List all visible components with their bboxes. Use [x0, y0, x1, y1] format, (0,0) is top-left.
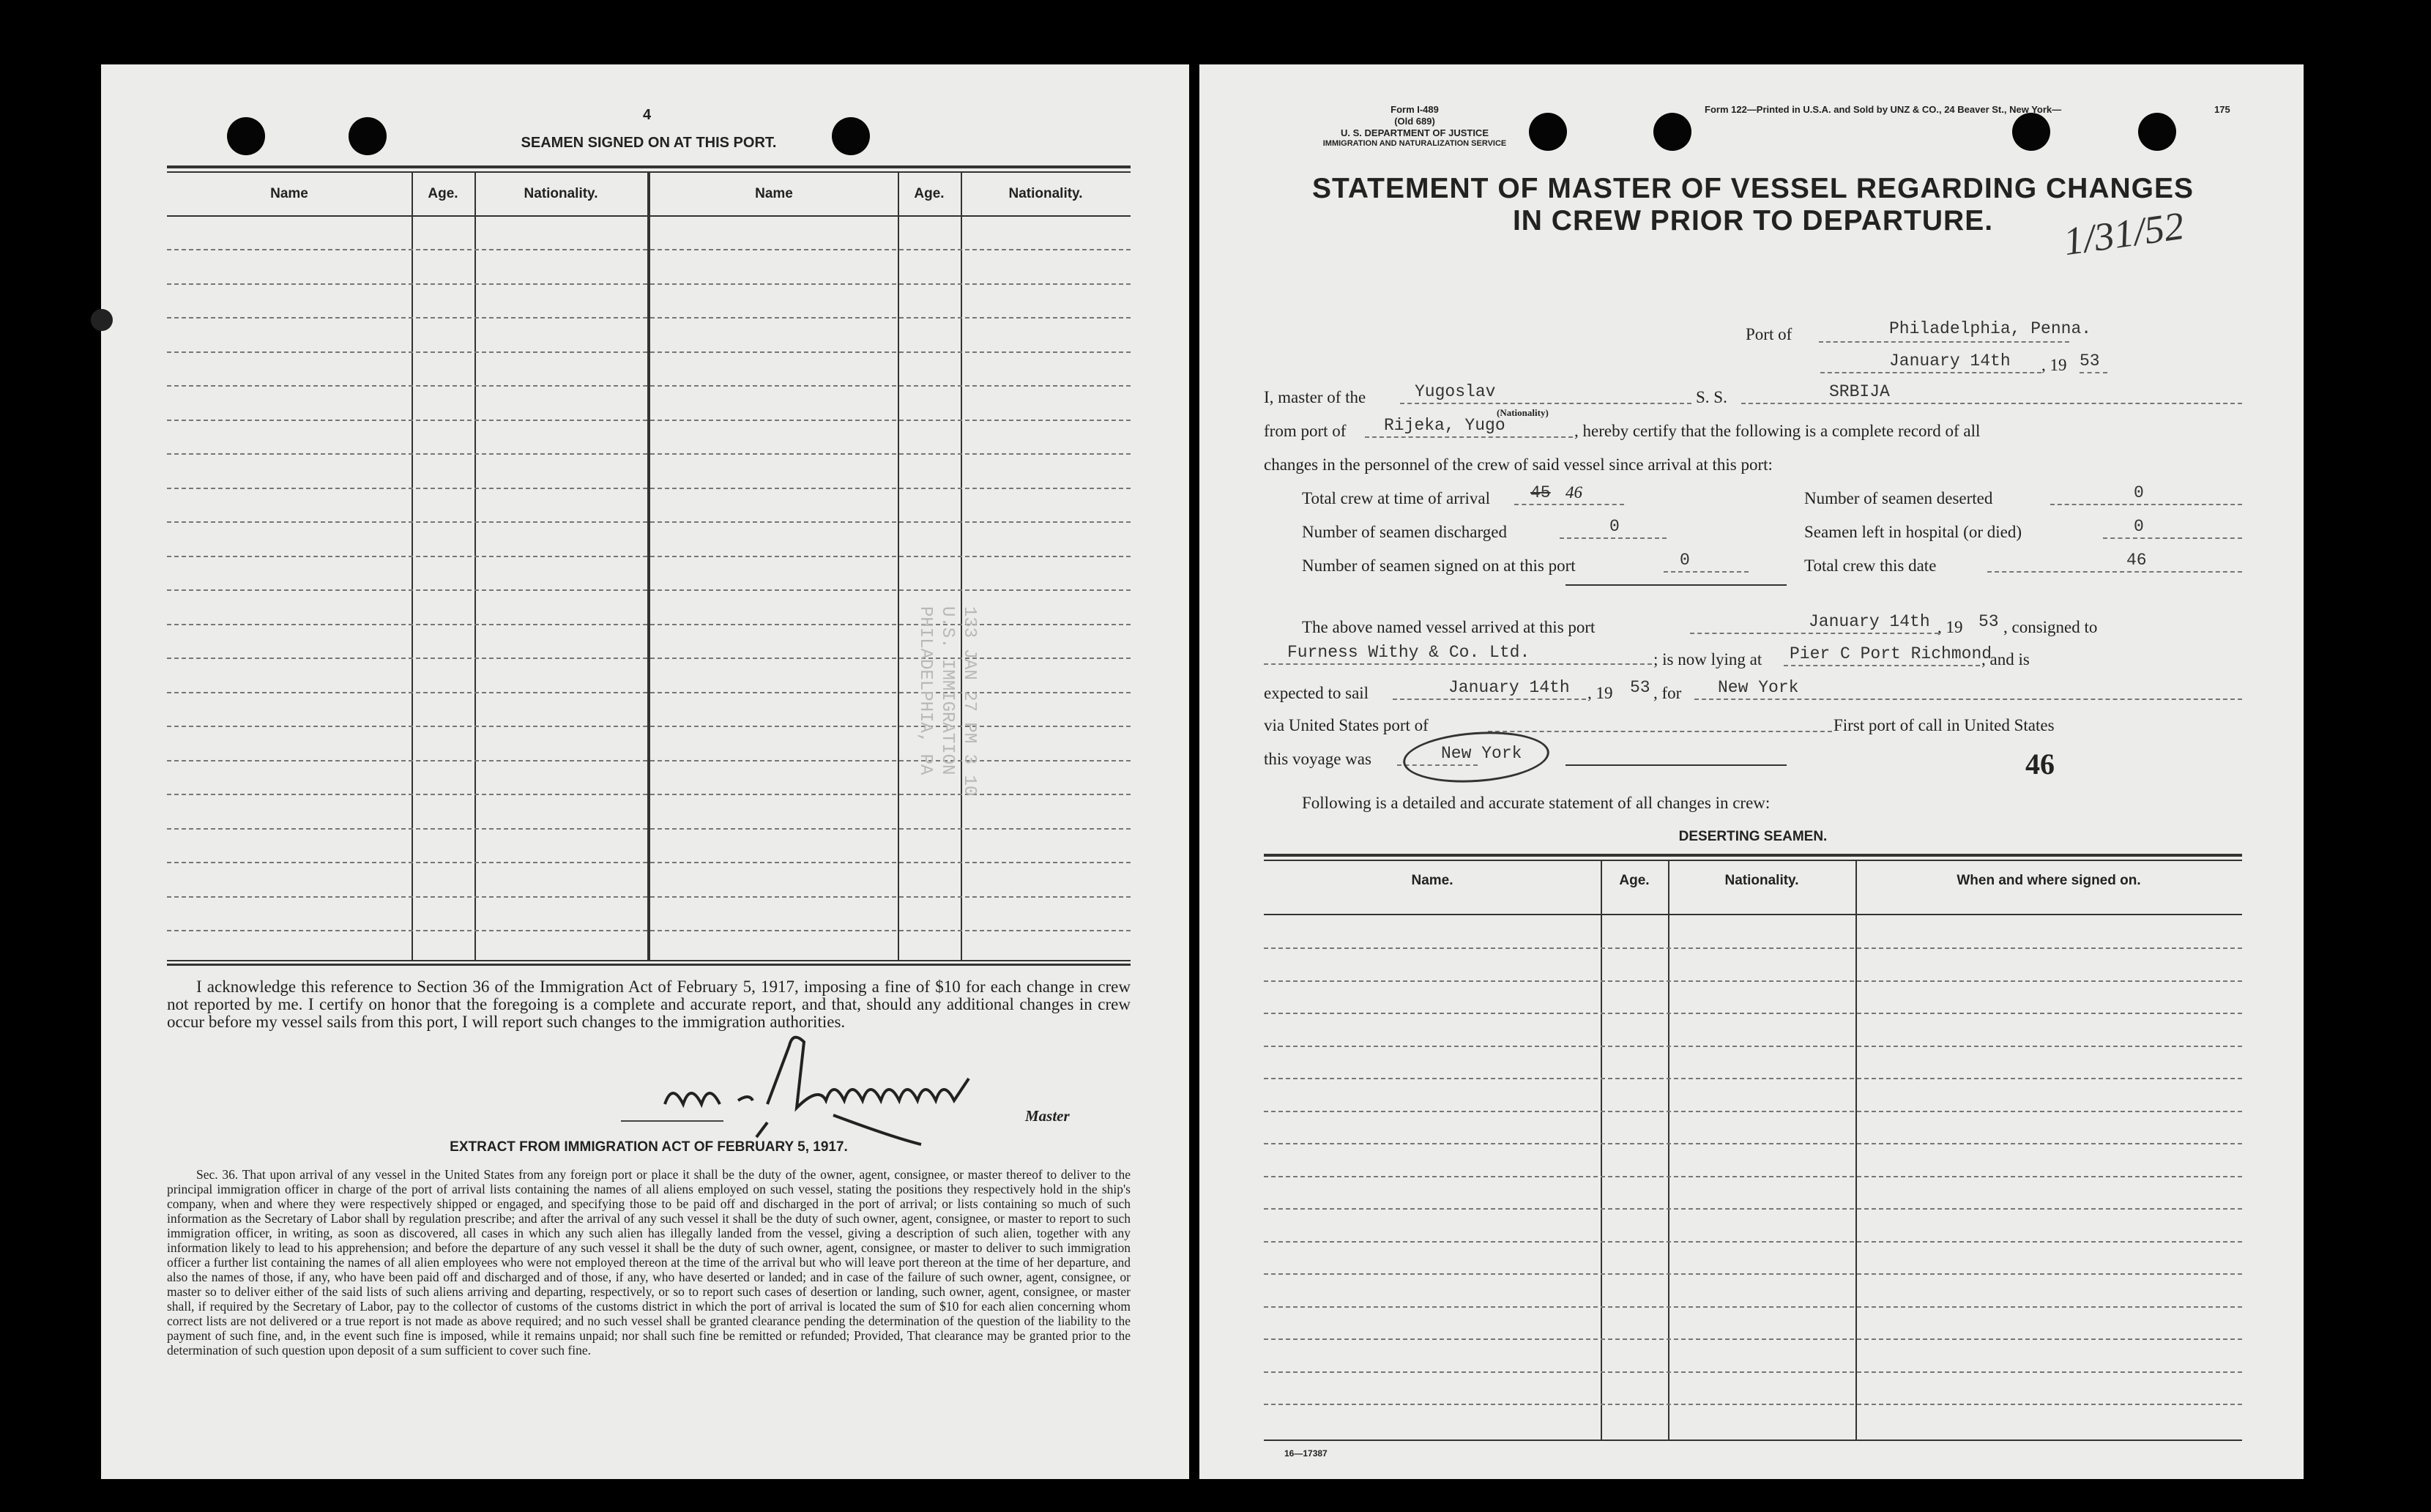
seamen-signed-value: 0	[1680, 551, 1690, 570]
table-row	[1264, 1404, 2242, 1405]
table-row	[167, 862, 1131, 863]
left-page	[101, 64, 1189, 1479]
col-header-nationality: Nationality.	[1008, 186, 1083, 201]
for-label: , for	[1653, 684, 1682, 702]
department: U. S. DEPARTMENT OF JUSTICE	[1341, 127, 1489, 138]
col-header-name: Name	[755, 186, 793, 201]
stamp-line: PHILADELPHIA, PA	[915, 606, 935, 775]
punch-hole	[91, 309, 113, 331]
table-row	[167, 351, 1131, 353]
punch-hole	[227, 117, 265, 155]
nationality-value: Yugoslav	[1415, 382, 1496, 401]
table-row	[1264, 1111, 2242, 1112]
date-value: January 14th	[1889, 351, 2011, 370]
changes-text: changes in the personnel of the crew of said vessel since arrival at this port:	[1264, 455, 1773, 474]
col-header-age: Age.	[914, 186, 945, 201]
col-header-name: Name.	[1411, 873, 1453, 888]
lying-value: Pier C Port Richmond	[1790, 644, 1992, 663]
total-crew-arrival-struck: 45	[1530, 483, 1551, 502]
year-prefix: , 19	[2041, 356, 2067, 374]
table-row	[1264, 1013, 2242, 1014]
ship-name: SRBIJA	[1829, 382, 1890, 401]
table-row	[1264, 1143, 2242, 1144]
table-row	[167, 385, 1131, 387]
table-row	[167, 692, 1131, 693]
printer-note: Form 122—Printed in U.S.A. and Sold by UNZ & CO., 24 Beaver St., New York—	[1705, 104, 2062, 115]
table-row	[1264, 1176, 2242, 1177]
from-port-value: Rijeka, Yugo	[1384, 416, 1505, 435]
consigned-label: , consigned to	[2003, 618, 2098, 636]
lying-label: ; is now lying at	[1653, 650, 1762, 669]
seamen-discharged-value: 0	[1609, 517, 1620, 536]
table-row	[167, 249, 1131, 250]
table-row	[167, 624, 1131, 625]
sail-year: 53	[1630, 678, 1650, 697]
section-title: SEAMEN SIGNED ON AT THIS PORT.	[521, 135, 777, 151]
form-old-number: (Old 689)	[1394, 116, 1435, 127]
total-crew-arrival-label: Total crew at time of arrival	[1302, 489, 1491, 507]
service: IMMIGRATION AND NATURALIZATION SERVICE	[1322, 139, 1507, 148]
nationality-caption: (Nationality)	[1497, 407, 1549, 418]
page-number: 4	[643, 107, 652, 123]
seamen-hospital-label: Seamen left in hospital (or died)	[1804, 523, 2022, 541]
handwritten-date: 1/31/52	[2060, 203, 2187, 264]
table-row	[167, 521, 1131, 523]
form-title-line2: IN CREW PRIOR TO DEPARTURE.	[1512, 205, 1994, 237]
master-signature	[658, 1024, 1068, 1148]
acknowledgement-text: I acknowledge this reference to Section 36 of the Immigration Act of February 5, 1917, imposing a fine of $10 for each change in crew not reported by me. I certify on honor that the foregoing is a complete and accurate report, and that, should any additional changes in crew occur before my vessel sails from this port, I will report such changes to the immigration authorities.	[167, 977, 1131, 1031]
expected-label: expected to sail	[1264, 684, 1369, 702]
deserting-title: DESERTING SEAMEN.	[1678, 829, 1828, 844]
first-port-label: First port of call in United States	[1834, 716, 2055, 734]
handwritten-count: 46	[2025, 748, 2055, 781]
master-of-label: I, master of the	[1264, 388, 1366, 406]
consignee-value: Furness Withy & Co. Ltd.	[1287, 643, 1530, 662]
table-row	[167, 658, 1131, 659]
table-row	[167, 317, 1131, 319]
table-row	[167, 726, 1131, 727]
table-row	[167, 896, 1131, 898]
table-row	[167, 828, 1131, 830]
table-row	[1264, 1338, 2242, 1340]
table-row	[1264, 1371, 2242, 1373]
seamen-hospital-value: 0	[2134, 517, 2144, 536]
port-value: Philadelphia, Penna.	[1889, 319, 2092, 338]
right-page	[1199, 64, 2304, 1479]
arrived-year-prefix: , 19	[1937, 618, 1963, 636]
seamen-deserted-value: 0	[2134, 483, 2144, 502]
total-crew-date-value: 46	[2126, 551, 2147, 570]
voyage-value: New York	[1441, 744, 1522, 763]
punch-hole	[2012, 113, 2050, 151]
footer-code: 16—17387	[1284, 1448, 1328, 1459]
table-row	[167, 760, 1131, 761]
extract-text: Sec. 36. That upon arrival of any vessel in the United States from any foreign port or place it shall be the duty of the owner, agent, consignee, or master thereof to deliver to the principal immigration officer in charge of the port of arrival lists containing the names of all aliens employed on such vessel, stating the positions they respectively hold in the ship's company, when and where they were respectively shipped or engaged, and specifying those to be paid off and discharged in the port of arrival; or lists containing so much of such information as the Secretary of Labor shall by regulation prescribe; and after the arrival of any such vessel it shall be the duty of such owner, agent, consignee, or master to report to such immigration officer, in writing, as soon as discovered, all cases in which any such alien has illegally landed from the vessel, giving a description of such alien, together with any information likely to lead to his apprehension; and before the departure of any such vessel it shall be the duty of such owner, agent, consignee, or master to deliver to such immigration officer a further list containing the names of all alien employees who were not employed thereon at the time of the arrival but who will leave port thereon at the time of her departure, and also the names of those, if any, who have been paid off and discharged and of those, if any, who have deserted or landed; and in case of the failure of such owner, agent, consignee, or master so to deliver either of the said lists of such aliens arriving and departing, respectively, or so to report such cases of desertion or landing, such owner, agent, consignee, or master shall, if required by the Secretary of Labor, pay to the collector of customs of the customs district in which the port of arrival is located the sum of $10 for each alien concerning whom correct lists are not delivered or a true report is not made as above required; and no such vessel shall be granted clearance pending the determination of the question of the liability to the payment of such fine, and, in the event such fine is imposed, while it remains unpaid; nor shall such fine be remitted or refunded; Provided, That clearance may be granted prior to the determination of such question upon deposit of a sum sufficient to cover such fine.	[167, 1167, 1131, 1358]
punch-hole	[2138, 113, 2176, 151]
table-row	[167, 930, 1131, 931]
table-row	[1264, 1273, 2242, 1275]
table-row	[167, 589, 1131, 591]
col-header-signed-on: When and where signed on.	[1957, 873, 2141, 888]
table-row	[1264, 947, 2242, 949]
sail-date: January 14th	[1448, 678, 1570, 697]
via-label: via United States port of	[1264, 716, 1429, 734]
voyage-label: this voyage was	[1264, 750, 1371, 768]
form-number: Form I-489	[1391, 104, 1439, 115]
ss-label: S. S.	[1696, 388, 1727, 406]
port-label: Port of	[1746, 325, 1792, 343]
arrived-year: 53	[1978, 612, 1999, 631]
table-row	[167, 453, 1131, 455]
arrived-date: January 14th	[1809, 612, 1930, 631]
from-port-label: from port of	[1264, 422, 1347, 440]
year-value: 53	[2080, 351, 2100, 370]
following-text: Following is a detailed and accurate statement of all changes in crew:	[1302, 794, 1771, 812]
seamen-deserted-label: Number of seamen deserted	[1804, 489, 1993, 507]
received-stamp	[914, 606, 980, 796]
extract-title: EXTRACT FROM IMMIGRATION ACT OF FEBRUARY 5, 1917.	[450, 1139, 848, 1155]
table-row	[1264, 1306, 2242, 1308]
table-row	[167, 420, 1131, 421]
seamen-signed-label: Number of seamen signed on at this port	[1302, 556, 1576, 575]
circled-mark	[1401, 727, 1551, 787]
punch-hole	[349, 117, 387, 155]
col-header-name: Name	[270, 186, 308, 201]
punch-hole	[1653, 113, 1691, 151]
master-label: Master	[1025, 1107, 1070, 1125]
table-row	[167, 488, 1131, 489]
col-header-age: Age.	[1619, 873, 1650, 888]
printer-code: 175	[2214, 104, 2230, 115]
table-row	[1264, 1078, 2242, 1079]
certify-text: , hereby certify that the following is a complete record of all	[1574, 422, 1981, 440]
and-is: , and is	[1981, 650, 2030, 669]
destination-value: New York	[1718, 678, 1799, 697]
seamen-discharged-label: Number of seamen discharged	[1302, 523, 1507, 541]
col-header-age: Age.	[428, 186, 458, 201]
table-row	[167, 283, 1131, 285]
col-header-nationality: Nationality.	[1724, 873, 1799, 888]
stamp-line: U.S. IMMIGRATION	[937, 606, 957, 775]
total-crew-date-label: Total crew this date	[1804, 556, 1937, 575]
total-crew-arrival-value: 46	[1566, 483, 1582, 502]
table-row	[1264, 1208, 2242, 1210]
table-row	[1264, 1241, 2242, 1243]
table-row	[167, 794, 1131, 795]
table-row	[1264, 1046, 2242, 1047]
col-header-nationality: Nationality.	[524, 186, 598, 201]
table-row	[1264, 980, 2242, 982]
stamp-line: 133 JAN 27 PM 3 10	[959, 606, 979, 797]
form-title-line1: STATEMENT OF MASTER OF VESSEL REGARDING CHANGES	[1311, 173, 2194, 204]
sail-year-prefix: , 19	[1587, 684, 1613, 702]
table-row	[167, 556, 1131, 557]
punch-hole	[832, 117, 870, 155]
arrived-text: The above named vessel arrived at this port	[1302, 618, 1596, 636]
